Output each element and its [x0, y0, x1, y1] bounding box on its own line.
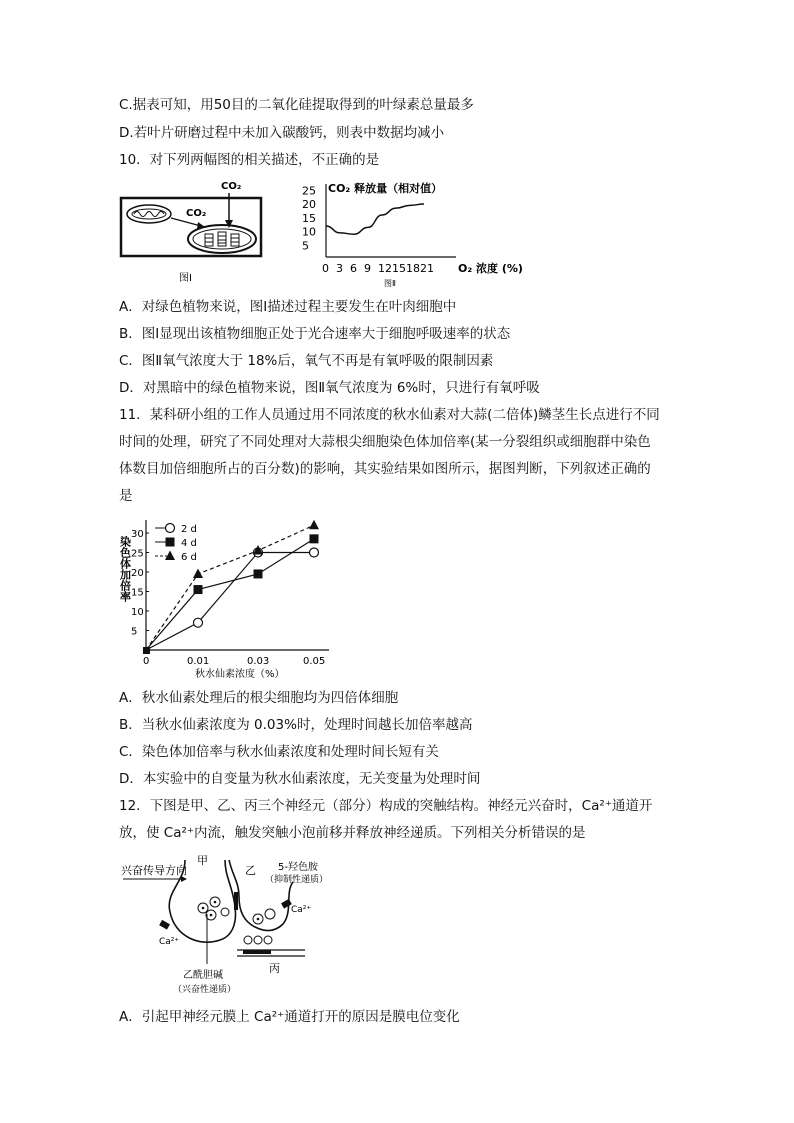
fig2-x-tick-label: 12: [378, 262, 392, 275]
fig2-x-tick-label: 18: [406, 262, 420, 275]
fig4-jia-label: 甲: [197, 854, 208, 867]
fig2-ylabel: CO₂ 释放量（相对值）: [328, 182, 443, 195]
q11-stem-line-2: 时间的处理，研究了不同处理对大蒜根尖细胞染色体加倍率(某一分裂组织或细胞群中染色: [119, 434, 651, 450]
fig4-ht-label-2: （抑制性递质）: [265, 875, 329, 885]
fig3-point: [254, 569, 263, 578]
fig4-ca-left-label: Ca²⁺: [159, 937, 180, 947]
fig2-x-tick-label: 3: [336, 262, 343, 275]
fig3-legend-label: 2 d: [181, 524, 197, 535]
fig3-point: [194, 585, 203, 594]
fig3-point: [166, 538, 175, 547]
option-c-text: C.据表可知，用50目的二氧化硅提取得到的叶绿素总量最多: [119, 97, 474, 113]
figure-1-chloroplast-diagram: [119, 176, 264, 288]
fig3-x-tick-label: 0.03: [247, 656, 270, 667]
q12-option-a: A．引起甲神经元膜上 Ca²⁺通道打开的原因是膜电位变化: [119, 1009, 460, 1025]
q11-stem-line-4: 是: [119, 488, 133, 504]
q10-option-b: B．图Ⅰ显现出该植物细胞正处于光合速率大于细胞呼吸速率的状态: [119, 326, 511, 342]
figure-4-synapse-diagram: [115, 852, 335, 1002]
fig1-co2-top-label: CO₂: [221, 181, 242, 192]
fig2-x-tick-label: 15: [392, 262, 406, 275]
fig3-x-tick-label: 0.05: [303, 656, 326, 667]
fig3-y-tick-label: 30: [131, 529, 144, 540]
q11-option-a: A．秋水仙素处理后的根尖细胞均为四倍体细胞: [119, 690, 399, 706]
fig2-y-ticks: [302, 184, 316, 252]
fig2-xlabel: O₂ 浓度 (%): [458, 262, 523, 275]
fig3-legend: [155, 524, 197, 564]
fig4-yi-label: 乙: [245, 864, 256, 877]
fig3-point: [194, 618, 203, 627]
fig2-co2-curve: [326, 204, 424, 234]
fig3-y-tick-label: 10: [131, 607, 144, 618]
fig3-legend-label: 6 d: [181, 552, 197, 563]
fig3-y-tick-label: 20: [131, 568, 144, 579]
fig3-point: [310, 548, 319, 557]
q11-stem-line-3: 体数目加倍细胞所占的百分数)的影响，其实验结果如图所示，据图判断，下列叙述正确的: [119, 461, 651, 477]
fig3-y-tick-label: 5: [131, 626, 138, 638]
q10-option-d: D．对黑暗中的绿色植物来说，图Ⅱ氧气浓度为 6%时，只进行有氧呼吸: [119, 380, 540, 396]
fig3-point: [310, 534, 319, 543]
fig3-point: [143, 647, 150, 654]
figure-2-co2-release-chart: [296, 176, 556, 288]
fig4-ach-label-1: 乙酰胆碱: [183, 970, 223, 981]
fig3-series-line: [146, 553, 314, 651]
fig1-co2-inner-label: CO₂: [186, 208, 207, 219]
question-10-stem: 10．对下列两幅图的相关描述，不正确的是: [119, 152, 380, 168]
fig2-y-tick-label: 20: [302, 198, 316, 211]
fig3-point: [309, 520, 319, 530]
option-d-text: D.若叶片研磨过程中未加入碳酸钙，则表中数据均减小: [119, 125, 445, 141]
fig2-y-tick-label: 15: [302, 211, 316, 225]
fig3-y-tick-label: 15: [131, 587, 144, 599]
figure-3-doubling-rate-chart: [115, 514, 340, 684]
fig3-x-tick-label: 0.01: [187, 656, 210, 667]
fig1-caption: 图Ⅰ: [179, 273, 192, 284]
q11-option-d: D．本实验中的自变量为秋水仙素浓度，无关变量为处理时间: [119, 771, 481, 787]
fig4-bing-label: 丙: [269, 962, 280, 975]
q10-option-a: A．对绿色植物来说，图Ⅰ描述过程主要发生在叶肉细胞中: [119, 299, 457, 315]
fig4-ach-label-2: （兴奋性递质）: [173, 985, 237, 995]
q11-stem-line-1: 11．某科研小组的工作人员通过用不同浓度的秋水仙素对大蒜(二倍体)鳞茎生长点进行不同: [119, 407, 660, 423]
fig2-x-tick-label: 21: [420, 262, 434, 275]
fig3-x-ticks: [143, 656, 325, 667]
fig2-x-ticks: [322, 262, 434, 275]
fig3-point: [193, 568, 203, 578]
fig2-x-tick-label: 6: [350, 262, 357, 275]
fig2-y-tick-label: 25: [302, 184, 316, 198]
q11-option-c: C．染色体加倍率与秋水仙素浓度和处理时间长短有关: [119, 744, 439, 760]
fig3-y-tick-label: 25: [131, 548, 144, 560]
q10-option-c: C．图Ⅱ氧气浓度大于 18%后，氧气不再是有氧呼吸的限制因素: [119, 353, 494, 369]
fig3-point: [165, 551, 175, 561]
fig4-ht-label-1: 5-羟色胺: [278, 862, 318, 873]
fig4-direction-label: 兴奋传导方向: [121, 864, 187, 877]
q12-stem-line-1: 12．下图是甲、乙、丙三个神经元（部分）构成的突触结构。神经元兴奋时，Ca²⁺通道开: [119, 798, 653, 814]
q11-option-b: B．当秋水仙素浓度为 0.03%时，处理时间越长加倍率越高: [119, 717, 473, 733]
fig3-point: [166, 524, 175, 533]
fig2-x-tick-label: 0: [322, 262, 329, 275]
fig2-y-tick-label: 5: [302, 239, 309, 253]
fig3-x-tick-label: 0: [143, 656, 150, 667]
fig2-y-tick-label: 10: [302, 225, 316, 239]
fig3-ylabel: 染色体加倍率: [118, 536, 132, 602]
q12-stem-line-2: 放，使 Ca²⁺内流，触发突触小泡前移并释放神经递质。下列相关分析错误的是: [119, 825, 586, 841]
fig3-legend-label: 4 d: [181, 538, 197, 549]
fig3-xlabel: 秋水仙素浓度（%）: [195, 669, 285, 680]
fig2-x-tick-label: 9: [364, 262, 371, 275]
fig4-ca-right-label: Ca²⁺: [291, 905, 312, 915]
fig2-caption: 图Ⅱ: [384, 279, 396, 288]
